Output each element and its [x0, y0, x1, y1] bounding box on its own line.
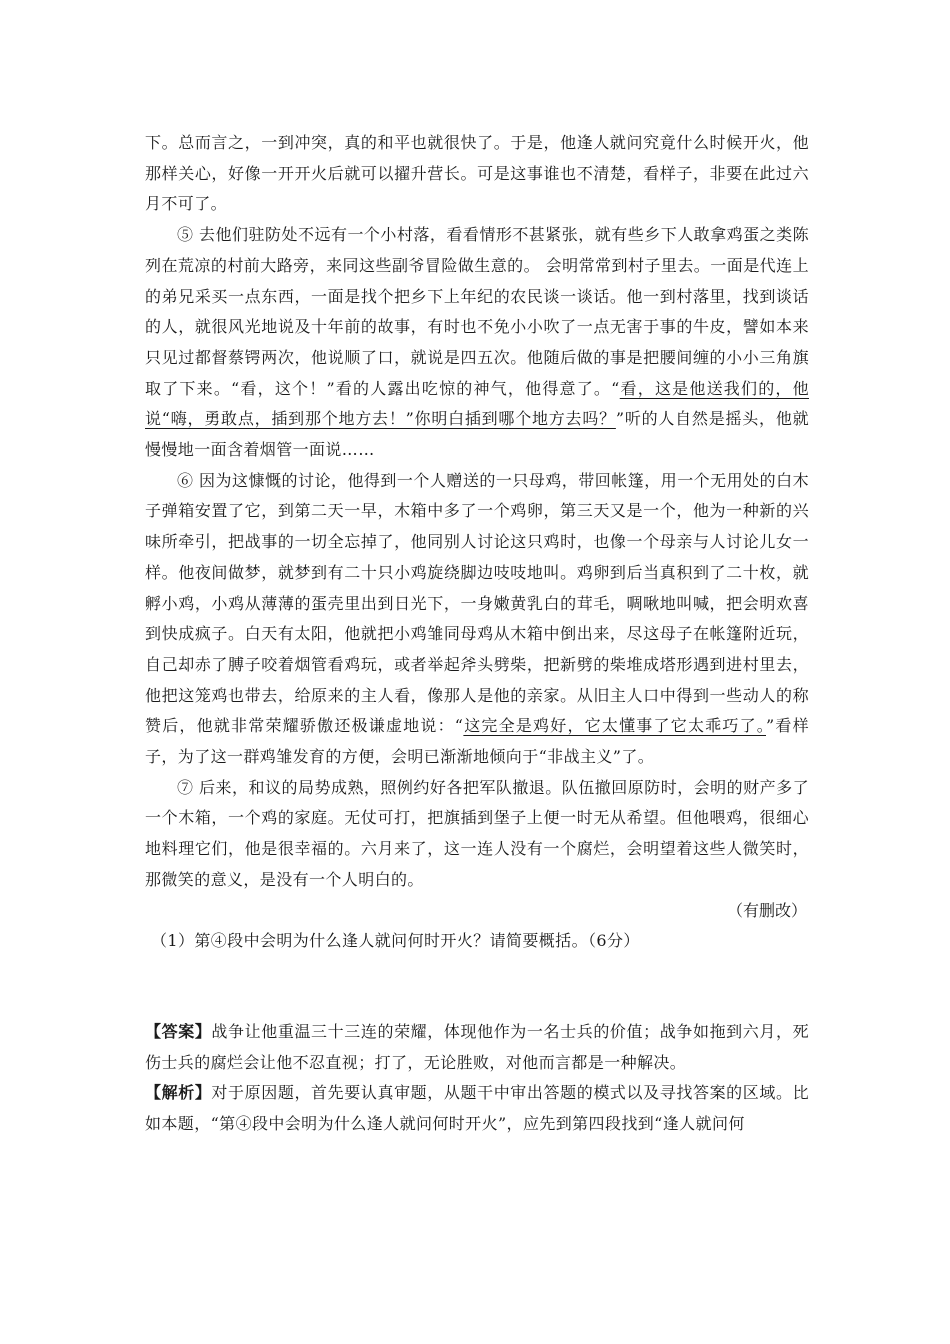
paragraph-5: [145, 220, 809, 466]
paragraph-7: ⑦ 后来，和议的局势成熟，照例约好各把军队撤退。队伍撤回原防时，会明的财产多了一个木箱，一个鸡的家庭。无仗可打，把旗插到堡子上便一时无从希望。但他喂鸡，很细心地料理它们，他是很幸福的。六月来了，这一连人没有一个腐烂，会明望着这些人微笑时，那微笑的意义，是没有一个人明白的。: [145, 777, 809, 889]
source-note: （有删改）: [726, 900, 807, 920]
paragraph-6-text: ⑥ 因为这慷慨的讨论，他得到一个人赠送的一只母鸡，带回帐篷，用一个无用处的白木子弹箱安置了它，到第二天一早，木箱中多了一个鸡卵，第三天又是一个，他为一种新的兴味所牵引，把战事的一切全忘掉了，他同别人讨论这只鸡时，也像一个母亲与人讨论儿女一样。他夜间做梦，就梦到有二十只小鸡旋绕脚边吱吱地叫。鸡卵到后当真积到了二十枚，就孵小鸡，小鸡从薄薄的蛋壳里出到日光下，一身嫩黄乳白的茸毛，啁啾地叫喊，把会明欢喜到快成疯子。白天有太阳，他就把小鸡雏同母鸡从木箱中倒出来，尽这母子在帐篷附近玩，自己却赤了膊子咬着烟管看鸡玩，或者举起斧头劈柴，把新劈的柴堆成塔形遇到进村里去，他把这笼鸡也带去，给原来的主人看，像那人是他的亲家。从旧主人口中得到一些动人的称赞后，他就非常荣耀骄傲还极谦虚地说：“: [145, 470, 809, 736]
answer-tag: 【答案】: [145, 1021, 212, 1041]
analysis-text: 对于原因题，首先要认真审题，从题干中审出答题的模式以及寻找答案的区域。比如本题，“第④段中会明为什么逢人就问何时开火”，应先到第四段找到“逢人就问何: [145, 1083, 809, 1134]
answer-block: [145, 1017, 809, 1078]
paragraph-4-tail: 下。总而言之，一到冲突，真的和平也就很快了。于是，他逢人就问究竟什么时候开火，他那样关心，好像一开开火后就可以擢升营长。可是这事谁也不清楚，看样子，非要在此过六月不可了。: [145, 133, 809, 214]
paragraph-5-text: ⑤ 去他们驻防处不远有一个小村落，看看情形不甚紧张，就有些乡下人敢拿鸡蛋之类陈列在荒凉的村前大路旁，来同这些副爷冒险做生意的。 会明常常到村子里去。一面是代连上的弟兄采买一点东西，一面是找个把乡下上年纪的农民谈一谈话。他一到村落里，找到谈话的人，就很风光地说及十年前的故事，有时也不免小小吹了一点无害于事的牛皮，譬如本来只见过都督蔡锷两次，他说顺了口，就说是四五次。他随后做的事是把腰间缠的小小三角旗取了下来。“看，这个！”看的人露出吃惊的神气，他得意了。“: [145, 225, 809, 398]
document-page: [145, 128, 809, 1140]
answer-text: 战争让他重温三十三连的荣耀，体现他作为一名士兵的价值；战争如拖到六月，死伤士兵的腐烂会让他不忍直视；打了，无论胜败，对他而言都是一种解决。: [145, 1021, 809, 1072]
paragraph-6-text-end: ”看样子，为了这一群鸡雏发育的方便，会明已渐渐地倾向于“非战主义”了。: [145, 716, 810, 767]
paragraph-6: [145, 466, 809, 773]
analysis-tag: 【解析】: [145, 1083, 212, 1103]
paragraph-6-underlined: 这完全是鸡好，它太懂事了它太乖巧了。: [463, 716, 766, 736]
question-1: （1）第④段中会明为什么逢人就问何时开火？请简要概括。（6分）: [151, 931, 640, 951]
paragraph-5-text-end: ”听的人自然是摇头，他就慢慢地一面含着烟管一面说……: [145, 409, 809, 460]
analysis-block: [145, 1078, 809, 1139]
paragraph-5-underlined: 看，这是他送我们的，他说“嗨，勇敢点，插到那个地方去！”你明白插到哪个地方去吗？: [145, 378, 810, 429]
answer-space: [145, 957, 809, 1017]
